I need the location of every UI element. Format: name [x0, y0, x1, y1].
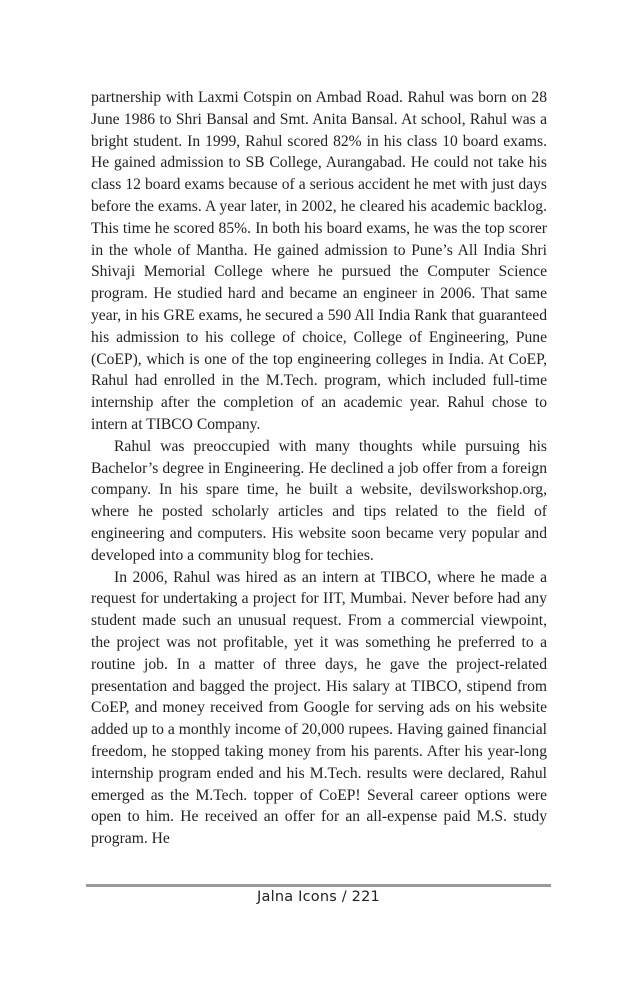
paragraph-1: partnership with Laxmi Cotspin on Ambad Road. Rahul was born on 28 June 1986 to Shri Bansal and Smt. Anita Bansal. At school, Rahul was a bright student. In 1999, Rahul scored 82% in his class 10 board exams. He gained admission to SB College, Aurangabad. He could not take his class 12 board exams because of a serious accident he met with just days before the exams. A year later, in 2002, he cleared his academic backlog. This time he scored 85%. In both his board exams, he was the top scorer in the whole of Mantha. He gained admission to Pune’s All India Shri Shivaji Memorial College where he pursued the Computer Science program. He studied hard and became an engineer in 2006. That same year, in his GRE exams, he secured a 590 All India Rank that guaranteed his admission to his college of choice, College of Engineering, Pune (CoEP), which is one of the top engineering colleges in India. At CoEP, Rahul had enrolled in the M.Tech. program, which included full-time internship after the completion of an academic year. Rahul chose to intern at TIBCO Company.	[91, 89, 547, 433]
page-footer: Jalna Icons / 221	[257, 889, 380, 905]
paragraph-3: In 2006, Rahul was hired as an intern at TIBCO, where he made a request for undertaking a project for IIT, Mumbai. Never before had any student made such an unusual request. From a commercial viewpoint, the project was not profitable, yet it was something he preferred to a routine job. In a matter of three days, he gave the project-related presentation and bagged the project. His salary at TIBCO, stipend from CoEP, and money received from Google for serving ads on his website added up to a monthly income of 20,000 rupees. Having gained financial freedom, he stopped taking money from his parents. After his year-long internship program ended and his M.Tech. results were declared, Rahul emerged as the M.Tech. topper of CoEP! Several career options were open to him. He received an offer for an all-expense paid M.S. study program. He	[91, 568, 547, 848]
footer-divider	[86, 884, 551, 887]
paragraph-2: Rahul was preoccupied with many thoughts while pursuing his Bachelor’s degree in Engineering. He declined a job offer from a foreign company. In his spare time, he built a website, devilsworkshop.org, where he posted scholarly articles and tips related to the field of engineering and computers. His website soon became very popular and developed into a community blog for techies.	[91, 437, 547, 564]
page-body	[91, 87, 547, 850]
